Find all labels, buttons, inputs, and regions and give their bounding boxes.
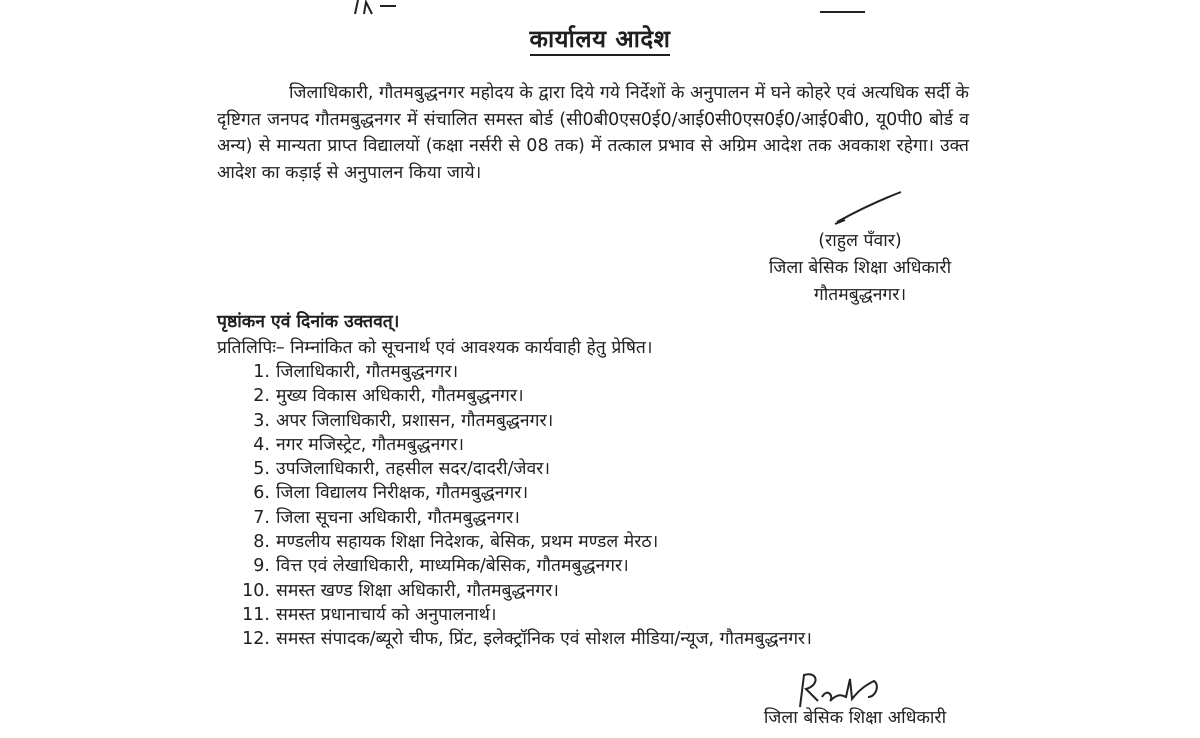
list-item <box>230 603 990 627</box>
list-item-number: 4. <box>253 434 270 455</box>
signatory-block-2 <box>730 705 980 732</box>
list-item-number: 1. <box>253 362 270 382</box>
list-item <box>230 360 990 384</box>
signatory-2-designation: जिला बेसिक शिक्षा अधिकारी <box>763 708 947 728</box>
recipient-list <box>230 360 990 652</box>
list-item-number: 9. <box>253 556 270 577</box>
list-item <box>230 384 990 408</box>
list-item <box>230 579 990 603</box>
list-item-number: 8. <box>253 532 270 553</box>
signature-stroke <box>825 188 905 228</box>
list-item-text: वित्त एवं लेखाधिकारी, माध्यमिक/बेसिक, गौतमबुद्धनगर। <box>276 556 629 577</box>
list-item <box>230 627 990 651</box>
list-item <box>230 457 990 481</box>
list-item-number: 12. <box>242 629 270 650</box>
signatory-location: गौतमबुद्धनगर। <box>813 285 907 305</box>
list-item-text: अपर जिलाधिकारी, प्रशासन, गौतमबुद्धनगर। <box>276 410 554 431</box>
list-item-number: 6. <box>253 483 270 504</box>
list-item-text: मण्डलीय सहायक शिक्षा निदेशक, बेसिक, प्रथम मण्डल मेरठ। <box>276 532 659 553</box>
list-item-number: 2. <box>253 386 270 407</box>
list-item <box>230 409 990 433</box>
endorsement-line: पृष्ठांकन एवं दिनांक उक्तवत्। <box>217 312 400 332</box>
list-item <box>230 481 990 505</box>
list-item-text: नगर मजिस्ट्रेट, गौतमबुद्धनगर। <box>276 434 464 455</box>
list-item <box>230 433 990 457</box>
title-text: कार्यालय आदेश <box>530 25 671 56</box>
signatory-designation: जिला बेसिक शिक्षा अधिकारी <box>768 258 952 278</box>
list-item-text: समस्त संपादक/ब्यूरो चीफ, प्रिंट, इलेक्ट्रॉनिक एवं सोशल मीडिया/न्यूज, गौतमबुद्धनगर। <box>276 629 812 650</box>
page-title <box>0 22 1200 55</box>
list-item-text: उपजिलाधिकारी, तहसील सदर/दादरी/जेवर। <box>276 459 550 480</box>
list-item-text: जिलाधिकारी, गौतमबुद्धनगर। <box>276 362 459 382</box>
list-item <box>230 506 990 530</box>
signatory-name: (राहुल पँवार) <box>818 231 902 251</box>
handwritten-scrawl-top <box>350 0 870 16</box>
list-item <box>230 554 990 578</box>
copy-to-intro: प्रतिलिपिः– निम्नांकित को सूचनार्थ एवं आवश्यक कार्यवाही हेतु प्रेषित। <box>217 338 653 358</box>
list-item <box>230 530 990 554</box>
list-item-number: 10. <box>242 580 270 601</box>
list-item-text: जिला सूचना अधिकारी, गौतमबुद्धनगर। <box>276 507 520 528</box>
list-item-number: 11. <box>242 604 270 625</box>
list-item-text: जिला विद्यालय निरीक्षक, गौतमबुद्धनगर। <box>276 483 529 504</box>
list-item-number: 7. <box>253 507 270 528</box>
signatory-block <box>745 228 975 309</box>
list-item-text: समस्त खण्ड शिक्षा अधिकारी, गौतमबुद्धनगर। <box>276 580 559 601</box>
list-item-text: समस्त प्रधानाचार्य को अनुपालनार्थ। <box>276 604 497 625</box>
list-item-text: मुख्य विकास अधिकारी, गौतमबुद्धनगर। <box>276 386 524 407</box>
list-item-number: 5. <box>253 459 270 480</box>
order-body-paragraph: जिलाधिकारी, गौतमबुद्धनगर महोदय के द्वारा दिये गये निर्देशों के अनुपालन में घने कोहरे एवं अत्यधिक सर्दी के दृष्टिगत जनपद गौतमबुद्धनगर में संचालित समस्त बोर्ड (सी0बी0एस0ई0/आई0सी0एस0ई0/आई0बी0, यू0पी0 बोर्ड व अन्य) से मान्यता प्राप्त विद्यालयों (कक्षा नर्सरी से 08 तक) में तत्काल प्रभाव से अग्रिम आदेश तक अवकाश रहेगा। उक्त आदेश का कड़ाई से अनुपालन किया जाये। <box>217 83 969 183</box>
list-item-number: 3. <box>253 410 270 431</box>
